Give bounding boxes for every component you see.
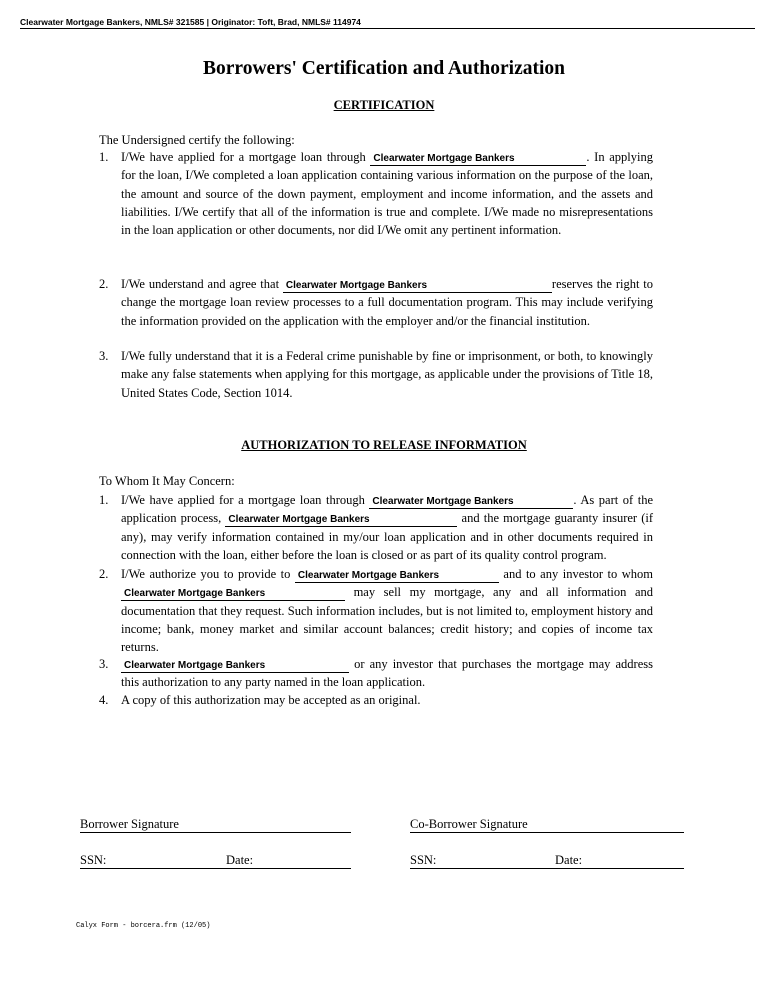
lender-name-field[interactable]: Clearwater Mortgage Bankers [121, 659, 349, 673]
authorization-item-1: 1. I/We have applied for a mortgage loan through Clearwater Mortgage Bankers . As part of the application process, Clearwater Mortgage Bankers and the mortgage guaranty insurer (if any), may verify information contained in my/our loan application and in other documents required in connection with the loan, either before the loan is closed or as part of its quality control program. [99, 493, 653, 562]
authorization-heading: AUTHORIZATION TO RELEASE INFORMATION [241, 438, 527, 452]
authorization-item-4: 4. A copy of this authorization may be accepted as an original. [99, 693, 421, 707]
form-footer: Calyx Form - borcera.frm (12/05) [76, 922, 211, 930]
borrower-ssn-label: SSN: [80, 853, 107, 867]
certification-item-2: 2. I/We understand and agree that Clearwater Mortgage Bankers reserves the right to change the mortgage loan review processes to a full documentation program. This may include verifying the information provided on the application with the employer and/or the financial institution. [99, 277, 653, 328]
certification-item-1: 1. I/We have applied for a mortgage loan through Clearwater Mortgage Bankers . In applying for the loan, I/We completed a loan application containing various information on the purpose of the loan, the amount and source of the down payment, employment and income information, and the assets and liabilities. I/We certify that all of the information is true and complete. I/We made no misrepresentations in the loan application or other documents, nor did I/We omit any pertinent information. [99, 150, 653, 238]
lender-name-field[interactable]: Clearwater Mortgage Bankers [295, 569, 499, 583]
lender-name-field[interactable]: Clearwater Mortgage Bankers [225, 513, 457, 527]
borrower-signature-line[interactable]: Borrower Signature [80, 817, 351, 833]
coborrower-date-label: Date: [555, 853, 583, 867]
certification-item-3: 3. I/We fully understand that it is a Federal crime punishable by fine or imprisonment, or both, to knowingly make any false statements when applying for this mortgage, as applicable under the provisions of Title 18, United States Code, Section 1014. [99, 349, 653, 400]
certification-intro: The Undersigned certify the following: [99, 133, 295, 147]
certification-heading: CERTIFICATION [333, 98, 435, 112]
authorization-intro: To Whom It May Concern: [99, 474, 235, 488]
authorization-item-2: 2. I/We authorize you to provide to Clearwater Mortgage Bankers and to any investor to whom Clearwater Mortgage Bankers may sell my mortgage, any and all information and documentation that they request. Such information includes, but is not limited to, employment history and income; bank, money market and similar account balances; credit history; and copies of income tax returns. [99, 567, 653, 655]
coborrower-ssn-date-line[interactable] [410, 853, 684, 869]
lender-name-field[interactable]: Clearwater Mortgage Bankers [370, 152, 586, 166]
page-header: Clearwater Mortgage Bankers, NMLS# 321585 | Originator: Toft, Brad, NMLS# 114974 [20, 17, 755, 29]
borrower-ssn-date-line[interactable] [80, 853, 351, 869]
lender-name-field[interactable]: Clearwater Mortgage Bankers [369, 495, 573, 509]
borrower-date-label: Date: [226, 853, 254, 867]
coborrower-signature-line[interactable]: Co-Borrower Signature [410, 817, 684, 833]
lender-name-field[interactable]: Clearwater Mortgage Bankers [121, 587, 345, 601]
authorization-item-3: 3. Clearwater Mortgage Bankers or any investor that purchases the mortgage may address this authorization to any party named in the loan application. [99, 657, 653, 690]
lender-name-field[interactable]: Clearwater Mortgage Bankers [283, 279, 552, 293]
coborrower-ssn-label: SSN: [410, 853, 437, 867]
document-title: Borrowers' Certification and Authorization [203, 58, 565, 79]
